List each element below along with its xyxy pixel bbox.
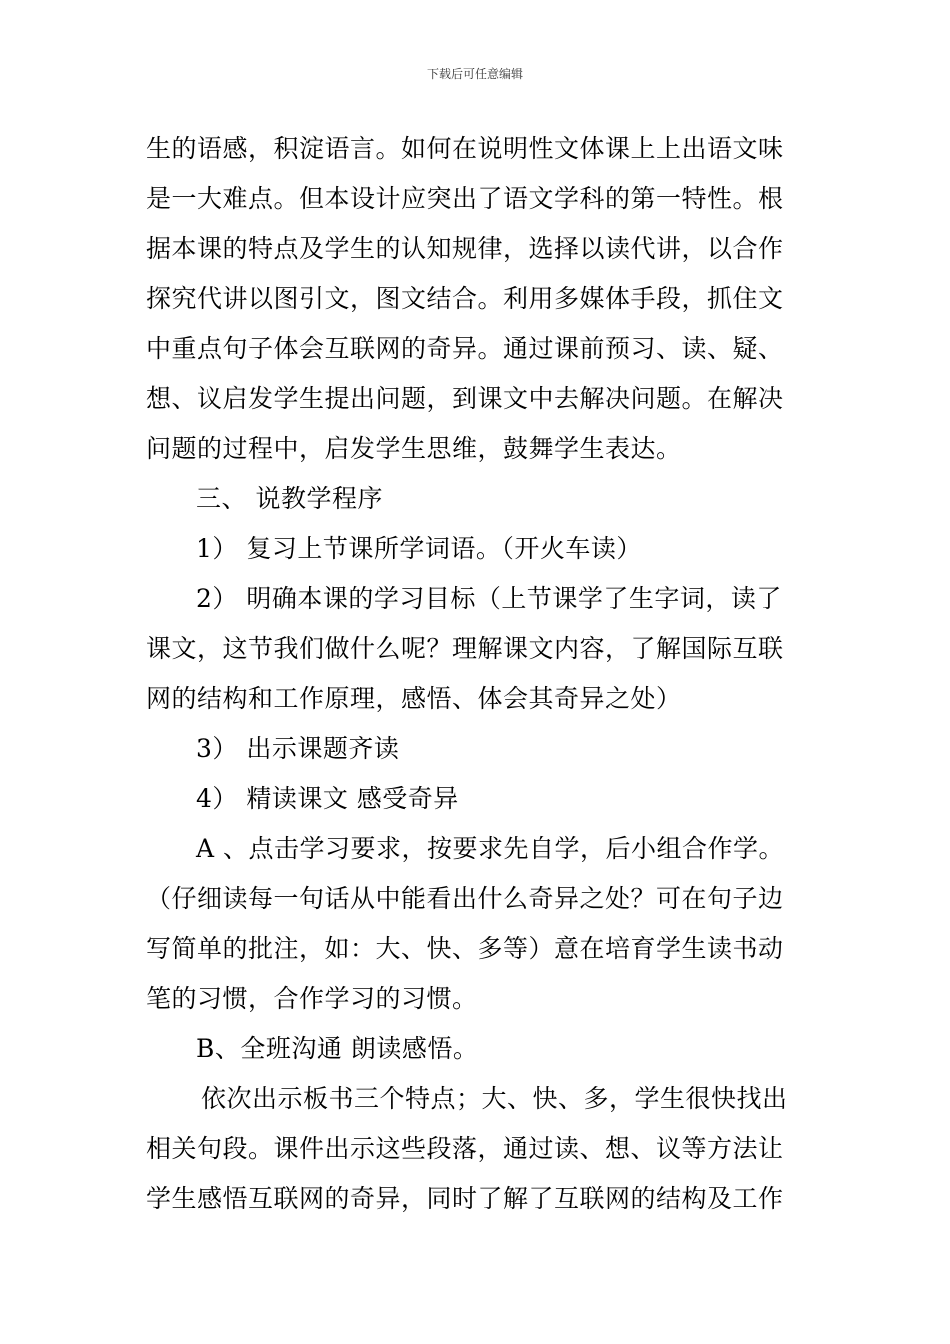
text-line: 2） 明确本课的学习目标（上节课学了生字词，读了 — [196, 584, 782, 613]
text-line: 学生感悟互联网的奇异，同时了解了互联网的结构及工作 — [146, 1184, 784, 1213]
text-line: 相关句段。课件出示这些段落，通过读、想、议等方法让 — [146, 1134, 784, 1163]
text-line: 中重点句子体会互联网的奇异。通过课前预习、读、疑、 — [146, 334, 784, 363]
page-header: 下载后可任意编辑 — [426, 67, 523, 81]
text-line: 探究代讲以图引文，图文结合。利用多媒体手段，抓住文 — [146, 284, 784, 313]
text-line: 写简单的批注，如：大、快、多等）意在培育学生读书动 — [146, 934, 784, 963]
text-line: 3） 出示课题齐读 — [196, 734, 400, 763]
text-line: 问题的过程中，启发学生思维，鼓舞学生表达。 — [146, 434, 682, 463]
text-line: 4） 精读课文 感受奇异 — [196, 784, 459, 813]
text-line: 依次出示板书三个特点；大、快、多，学生很快找出 — [201, 1084, 788, 1113]
text-line: 课文，这节我们做什么呢？理解课文内容，了解国际互联 — [146, 634, 784, 663]
text-line: （仔细读每一句话从中能看出什么奇异之处？可在句子边 — [146, 884, 784, 913]
text-line: 笔的习惯，合作学习的习惯。 — [146, 984, 478, 1013]
text-line: 是一大难点。但本设计应突出了语文学科的第一特性。根 — [146, 184, 784, 213]
section-heading: 三、 说教学程序 — [196, 484, 383, 513]
text-line: B、全班沟通 朗读感悟。 — [196, 1034, 479, 1063]
text-line: 网的结构和工作原理，感悟、体会其奇异之处） — [146, 684, 682, 713]
text-line: 想、议启发学生提出问题，到课文中去解决问题。在解决 — [146, 384, 784, 413]
text-line: 1） 复习上节课所学词语。（开火车读） — [196, 534, 642, 563]
text-line: A 、点击学习要求，按要求先自学，后小组合作学。 — [196, 834, 785, 863]
text-line: 据本课的特点及学生的认知规律，选择以读代讲，以合作 — [146, 234, 784, 263]
text-line: 生的语感，积淀语言。如何在说明性文体课上上出语文味 — [146, 134, 784, 163]
